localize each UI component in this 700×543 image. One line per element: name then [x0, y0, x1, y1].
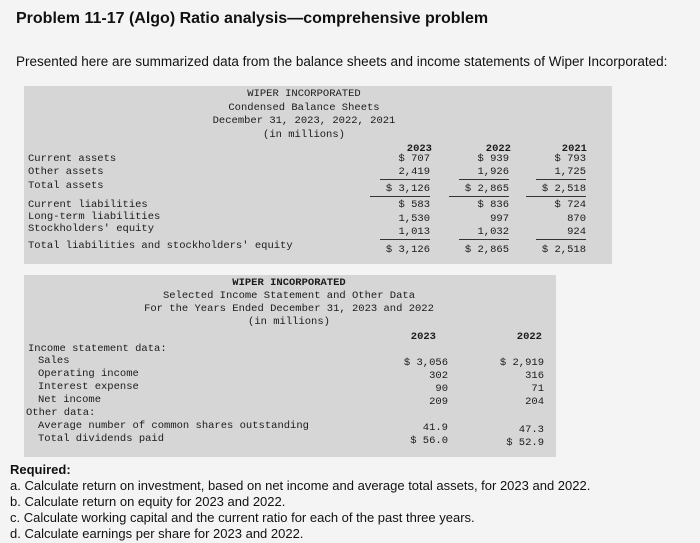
is-label-operating-income: Operating income	[38, 368, 139, 380]
cell-long-term-liabilities-2022: 997	[490, 213, 509, 225]
is-cell-sales-2022: $ 2,919	[499, 357, 544, 369]
cell-current-liabilities-2021: $ 724	[554, 199, 586, 211]
row-label-total-assets: Total assets	[28, 180, 104, 192]
statement-units: (in millions)	[263, 128, 345, 141]
statement-title: Condensed Balance Sheets	[228, 101, 380, 114]
is-label-total-dividends: Total dividends paid	[38, 433, 165, 445]
year-header-2023: 2023	[406, 143, 432, 155]
is-label-sales: Sales	[38, 355, 70, 367]
is-title: Selected Income Statement and Other Data	[162, 290, 416, 302]
cell-current-liabilities-2022: $ 836	[477, 199, 509, 211]
is-cell-operating-income-2023: 302	[429, 370, 448, 382]
is-year-2022: 2022	[516, 331, 542, 343]
cell-current-assets-2021: $ 793	[554, 153, 586, 165]
is-cell-interest-expense-2023: 90	[435, 383, 448, 395]
is-cell-total-dividends-2023: $ 56.0	[410, 435, 448, 447]
cell-other-assets-2023: 2,419	[398, 166, 430, 178]
cell-other-assets-2021: 1,725	[554, 166, 586, 178]
is-year-2023: 2023	[410, 331, 436, 343]
is-cell-average-shares-2023: 41.9	[422, 422, 448, 434]
company-name: WIPER INCORPORATED	[247, 88, 361, 100]
is-units: (in millions)	[248, 316, 330, 328]
required-item-b: b. Calculate return on equity for 2023 and 2022.	[10, 494, 286, 509]
intro-text: Presented here are summarized data from the balance sheets and income statements of Wiper Incorporated:	[16, 54, 668, 69]
is-label-interest-expense: Interest expense	[38, 381, 139, 393]
row-label-current-assets: Current assets	[28, 153, 117, 165]
liab-rule-2022	[459, 239, 509, 240]
subtotal-rule-2023	[380, 179, 430, 180]
company-name-is: WIPER INCORPORATED	[232, 277, 346, 289]
cell-current-assets-2022: $ 939	[477, 153, 509, 165]
row-label-total-liabilities-equity: Total liabilities and stockholders' equity	[28, 240, 293, 252]
cell-current-liabilities-2023: $ 583	[398, 199, 430, 211]
is-cell-net-income-2022: 204	[525, 396, 544, 408]
cell-current-assets-2023: $ 707	[398, 153, 430, 165]
is-cell-total-dividends-2022: $ 52.9	[506, 437, 544, 449]
cell-other-assets-2022: 1,926	[477, 166, 509, 178]
required-item-d: d. Calculate earnings per share for 2023 and 2022.	[10, 526, 304, 541]
balance-sheet-heading	[174, 88, 434, 142]
income-statement-heading	[114, 277, 464, 329]
subtotal-rule-2022	[459, 179, 509, 180]
cell-total-liabilities-equity-2022: $ 2,865	[464, 244, 509, 256]
cell-stockholders-equity-2023: 1,013	[398, 226, 430, 238]
subtotal-rule-2021	[536, 179, 586, 180]
row-label-current-liabilities: Current liabilities	[28, 199, 148, 211]
row-label-other-assets: Other assets	[28, 166, 104, 178]
section-other-data: Other data:	[26, 407, 96, 419]
required-title: Required:	[10, 462, 71, 477]
cell-total-assets-2022: $ 2,865	[464, 183, 509, 195]
statement-dates: December 31, 2023, 2022, 2021	[212, 115, 396, 127]
section-income-statement-data: Income statement data:	[28, 343, 167, 355]
cell-total-liabilities-equity-2021: $ 2,518	[541, 244, 586, 256]
cell-total-assets-2023: $ 3,126	[385, 183, 430, 195]
year-header-2021: 2021	[561, 143, 587, 155]
year-header-2022: 2022	[485, 143, 511, 155]
balance-sheet-table	[24, 86, 612, 264]
cell-long-term-liabilities-2023: 1,530	[398, 213, 430, 225]
total-rule-2021	[526, 196, 586, 197]
required-section	[10, 462, 590, 542]
is-cell-net-income-2023: 209	[429, 396, 448, 408]
is-cell-operating-income-2022: 316	[525, 370, 544, 382]
cell-stockholders-equity-2022: 1,032	[477, 226, 509, 238]
is-cell-sales-2023: $ 3,056	[403, 357, 448, 369]
is-label-average-shares: Average number of common shares outstanding	[38, 420, 309, 432]
is-cell-average-shares-2022: 47.3	[518, 424, 544, 436]
liab-rule-2021	[536, 239, 586, 240]
total-rule-2022	[449, 196, 509, 197]
income-statement-table	[24, 275, 556, 457]
problem-title: Problem 11-17 (Algo) Ratio analysis—comprehensive problem	[16, 10, 489, 27]
row-label-long-term-liabilities: Long-term liabilities	[28, 211, 161, 223]
is-period: For the Years Ended December 31, 2023 and 2022	[144, 303, 434, 315]
row-label-stockholders-equity: Stockholders' equity	[28, 223, 155, 235]
total-rule-2023	[370, 196, 430, 197]
cell-total-assets-2021: $ 2,518	[541, 183, 586, 195]
required-item-c: c. Calculate working capital and the current ratio for each of the past three years.	[10, 510, 475, 525]
required-item-a: a. Calculate return on investment, based on net income and average total assets, for 2023 and 2022.	[10, 478, 591, 493]
is-cell-interest-expense-2022: 71	[531, 383, 544, 395]
cell-total-liabilities-equity-2023: $ 3,126	[385, 244, 430, 256]
cell-stockholders-equity-2021: 924	[567, 226, 586, 238]
is-label-net-income: Net income	[38, 394, 102, 406]
liab-rule-2023	[380, 239, 430, 240]
cell-long-term-liabilities-2021: 870	[567, 213, 586, 225]
